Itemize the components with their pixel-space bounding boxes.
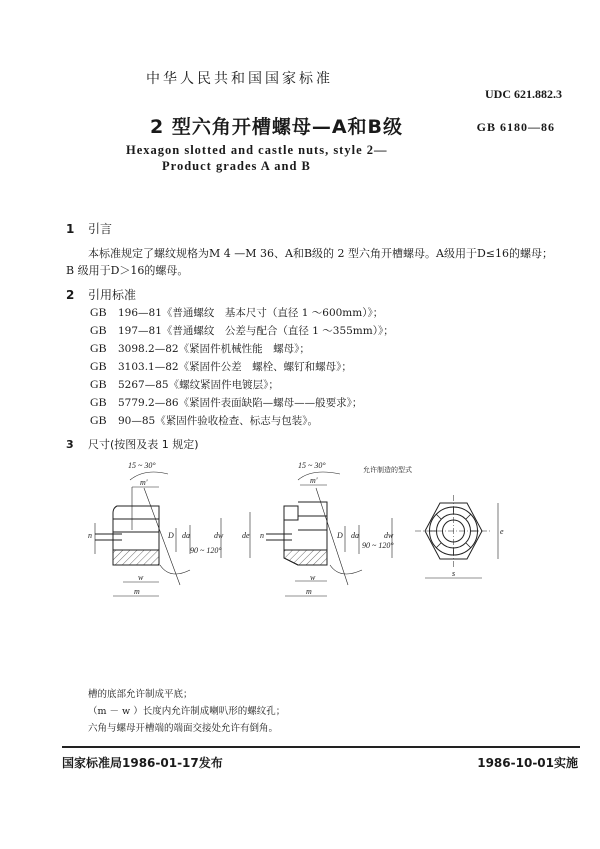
- reference-item: GB 5779.2—86《紧固件表面缺陷—螺母——般要求》；: [90, 395, 363, 409]
- reference-item: GB 90—85《紧固件验收检查、标志与包装》。: [90, 413, 318, 427]
- angle-label: 90 ~ 120°: [362, 541, 394, 550]
- english-title-line2: Product grades A and B: [162, 159, 311, 173]
- document-title: 2 型六角开槽螺母—A和B级: [150, 116, 404, 138]
- w-label: w: [310, 573, 316, 582]
- e-label: e: [500, 527, 504, 536]
- de-label: de: [242, 531, 250, 540]
- d-label: D: [168, 531, 174, 540]
- footer-divider: [62, 746, 580, 748]
- da-label: da: [351, 531, 359, 540]
- note-item: （m － w ）长度内允许制成喇叭形的螺纹孔；: [88, 706, 286, 717]
- angle-label: 90 ~ 120°: [190, 546, 222, 555]
- slotted-nut-side-view: [95, 472, 221, 596]
- reference-item: GB 3098.2—82《紧固件机械性能 螺母》；: [90, 341, 310, 355]
- english-title-line1: Hexagon slotted and castle nuts, style 2—: [126, 143, 388, 157]
- effective-date: 1986-10-01实施: [477, 756, 578, 770]
- da-label: da: [182, 531, 190, 540]
- dw-label: dw: [384, 531, 394, 540]
- section-2-heading: 2 引用标准: [66, 288, 137, 302]
- castle-nut-side-view: [250, 472, 392, 596]
- hex-nut-top-view: [415, 495, 498, 578]
- intro-line2: B 级用于D＞16的螺母。: [66, 264, 189, 277]
- reference-item: GB 3103.1—82《紧固件公差 螺栓、螺钉和螺母》；: [90, 359, 352, 373]
- angle-label: 15 ~ 30°: [298, 461, 326, 470]
- note-item: 六角与螺母开槽端的端面交接处允许有倒角。: [88, 723, 279, 734]
- section-1-heading: 1 引言: [66, 222, 113, 236]
- n-label: n: [260, 531, 264, 540]
- reference-item: GB 196—81《普通螺纹 基本尺寸（直径 1 ～600mm）》；: [90, 305, 384, 319]
- m-label: m: [306, 587, 312, 596]
- standard-number: GB 6180—86: [476, 120, 555, 134]
- m-prime-label: m': [140, 478, 148, 487]
- udc-code: UDC 621.882.3: [485, 87, 562, 101]
- section-3-heading: 3 尺寸(按图及表 1 规定): [66, 438, 199, 451]
- angle-label: 15 ~ 30°: [128, 461, 156, 470]
- m-label: m: [134, 587, 140, 596]
- issue-date: 国家标准局1986-01-17发布: [62, 756, 223, 770]
- alt-form-caption: 允许制造的型式: [363, 466, 412, 474]
- w-label: w: [138, 573, 144, 582]
- dw-label: dw: [214, 531, 224, 540]
- note-item: 槽的底部允许制成平底；: [88, 689, 193, 700]
- intro-line1: 本标准规定了螺纹规格为M 4 —M 36、A和B级的 2 型六角开槽螺母。A级用于D≤16的螺母；: [88, 247, 554, 260]
- d-label: D: [337, 531, 343, 540]
- reference-item: GB 5267—85《螺纹紧固件电镀层》；: [90, 377, 279, 391]
- m-prime-label: m': [310, 476, 318, 485]
- nut-drawings: [80, 430, 580, 630]
- s-label: s: [452, 569, 456, 578]
- n-label: n: [88, 531, 92, 540]
- national-standard-label: 中华人民共和国国家标准: [146, 71, 333, 87]
- reference-item: GB 197—81《普通螺纹 公差与配合（直径 1 ～355mm）》；: [90, 323, 394, 337]
